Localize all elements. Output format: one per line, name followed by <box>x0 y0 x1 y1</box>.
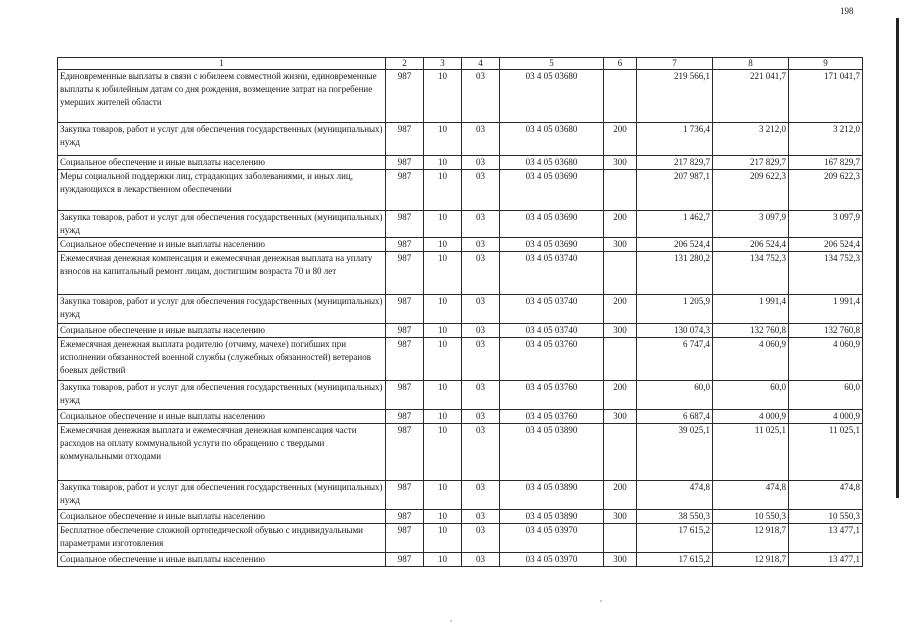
amount-col8: 10 550,3 <box>713 510 789 524</box>
column-header: 4 <box>462 58 500 70</box>
amount-col8: 12 918,7 <box>713 553 789 567</box>
amount-col8: 12 918,7 <box>713 524 789 553</box>
expense-name: Социальное обеспечение и иные выплаты населению <box>58 553 386 567</box>
expense-type-code <box>604 70 637 123</box>
scan-artifact <box>600 600 602 602</box>
expense-name: Закупка товаров, работ и услуг для обеспечения государственных (муниципальных) нужд <box>58 381 386 410</box>
grbs-code: 987 <box>386 156 424 170</box>
expense-name: Закупка товаров, работ и услуг для обеспечения государственных (муниципальных) нужд <box>58 295 386 324</box>
target-article-code: 03 4 05 03890 <box>500 510 604 524</box>
amount-col8: 1 991,4 <box>713 295 789 324</box>
subsection-code: 03 <box>462 238 500 252</box>
amount-col9: 1 991,4 <box>789 295 863 324</box>
expense-type-code: 300 <box>604 410 637 424</box>
subsection-code: 03 <box>462 70 500 123</box>
expense-type-code: 200 <box>604 381 637 410</box>
subsection-code: 03 <box>462 338 500 381</box>
grbs-code: 987 <box>386 324 424 338</box>
page-number: 198 <box>840 6 854 16</box>
subsection-code: 03 <box>462 252 500 295</box>
table-row <box>58 211 863 238</box>
target-article-code: 03 4 05 03680 <box>500 123 604 156</box>
grbs-code: 987 <box>386 410 424 424</box>
target-article-code: 03 4 05 03760 <box>500 338 604 381</box>
subsection-code: 03 <box>462 510 500 524</box>
amount-col8: 4 060,9 <box>713 338 789 381</box>
amount-col8: 221 041,7 <box>713 70 789 123</box>
table-row <box>58 381 863 410</box>
amount-col7: 1 736,4 <box>637 123 713 156</box>
amount-col7: 206 524,4 <box>637 238 713 252</box>
amount-col9: 209 622,3 <box>789 170 863 211</box>
expense-name: Бесплатное обеспечение сложной ортопедической обувью с индивидуальными параметрами изготовления <box>58 524 386 553</box>
table-row <box>58 295 863 324</box>
amount-col7: 217 829,7 <box>637 156 713 170</box>
target-article-code: 03 4 05 03680 <box>500 156 604 170</box>
section-code: 10 <box>424 481 462 510</box>
target-article-code: 03 4 05 03890 <box>500 481 604 510</box>
expense-name: Ежемесячная денежная компенсация и ежемесячная денежная выплата на уплату взносов на капитальный ремонт лицам, достигшим возраста 70 и 80 лет <box>58 252 386 295</box>
expense-name: Социальное обеспечение и иные выплаты населению <box>58 410 386 424</box>
amount-col8: 132 760,8 <box>713 324 789 338</box>
amount-col9: 167 829,7 <box>789 156 863 170</box>
subsection-code: 03 <box>462 211 500 238</box>
amount-col9: 3 212,0 <box>789 123 863 156</box>
section-code: 10 <box>424 156 462 170</box>
amount-col7: 219 566,1 <box>637 70 713 123</box>
section-code: 10 <box>424 252 462 295</box>
target-article-code: 03 4 05 03760 <box>500 381 604 410</box>
target-article-code: 03 4 05 03690 <box>500 170 604 211</box>
target-article-code: 03 4 05 03740 <box>500 252 604 295</box>
amount-col7: 130 074,3 <box>637 324 713 338</box>
expense-type-code: 300 <box>604 510 637 524</box>
expense-type-code <box>604 252 637 295</box>
column-header: 8 <box>713 58 789 70</box>
expense-type-code: 200 <box>604 123 637 156</box>
grbs-code: 987 <box>386 524 424 553</box>
amount-col8: 209 622,3 <box>713 170 789 211</box>
table-row <box>58 510 863 524</box>
amount-col7: 6 687,4 <box>637 410 713 424</box>
subsection-code: 03 <box>462 481 500 510</box>
amount-col9: 10 550,3 <box>789 510 863 524</box>
subsection-code: 03 <box>462 170 500 211</box>
scan-artifact <box>450 620 452 622</box>
amount-col7: 17 615,2 <box>637 553 713 567</box>
expense-type-code <box>604 338 637 381</box>
grbs-code: 987 <box>386 295 424 324</box>
section-code: 10 <box>424 170 462 211</box>
amount-col7: 60,0 <box>637 381 713 410</box>
column-header: 9 <box>789 58 863 70</box>
amount-col7: 39 025,1 <box>637 424 713 481</box>
amount-col7: 1 462,7 <box>637 211 713 238</box>
expense-name: Социальное обеспечение и иные выплаты населению <box>58 510 386 524</box>
amount-col7: 474,8 <box>637 481 713 510</box>
subsection-code: 03 <box>462 295 500 324</box>
amount-col8: 217 829,7 <box>713 156 789 170</box>
grbs-code: 987 <box>386 481 424 510</box>
target-article-code: 03 4 05 03690 <box>500 211 604 238</box>
section-code: 10 <box>424 123 462 156</box>
grbs-code: 987 <box>386 123 424 156</box>
table-row <box>58 481 863 510</box>
column-header: 3 <box>424 58 462 70</box>
section-code: 10 <box>424 510 462 524</box>
amount-col9: 13 477,1 <box>789 553 863 567</box>
amount-col7: 17 615,2 <box>637 524 713 553</box>
section-code: 10 <box>424 324 462 338</box>
section-code: 10 <box>424 553 462 567</box>
subsection-code: 03 <box>462 424 500 481</box>
grbs-code: 987 <box>386 338 424 381</box>
section-code: 10 <box>424 70 462 123</box>
amount-col7: 207 987,1 <box>637 170 713 211</box>
expense-name: Социальное обеспечение и иные выплаты населению <box>58 324 386 338</box>
column-header: 5 <box>500 58 604 70</box>
subsection-code: 03 <box>462 410 500 424</box>
amount-col9: 206 524,4 <box>789 238 863 252</box>
expense-name: Закупка товаров, работ и услуг для обеспечения государственных (муниципальных) нужд <box>58 123 386 156</box>
amount-col9: 60,0 <box>789 381 863 410</box>
amount-col7: 131 280,2 <box>637 252 713 295</box>
amount-col8: 206 524,4 <box>713 238 789 252</box>
expense-type-code: 300 <box>604 324 637 338</box>
amount-col9: 132 760,8 <box>789 324 863 338</box>
expense-type-code <box>604 524 637 553</box>
subsection-code: 03 <box>462 524 500 553</box>
amount-col7: 38 550,3 <box>637 510 713 524</box>
expense-type-code <box>604 170 637 211</box>
column-header: 7 <box>637 58 713 70</box>
expense-name: Социальное обеспечение и иные выплаты населению <box>58 238 386 252</box>
section-code: 10 <box>424 424 462 481</box>
table-row <box>58 324 863 338</box>
table-row <box>58 156 863 170</box>
subsection-code: 03 <box>462 324 500 338</box>
budget-table <box>57 57 863 567</box>
amount-col8: 134 752,3 <box>713 252 789 295</box>
expense-type-code <box>604 424 637 481</box>
table-row <box>58 252 863 295</box>
expense-type-code: 300 <box>604 553 637 567</box>
expense-type-code: 200 <box>604 211 637 238</box>
expense-name: Закупка товаров, работ и услуг для обеспечения государственных (муниципальных) нужд <box>58 481 386 510</box>
target-article-code: 03 4 05 03970 <box>500 553 604 567</box>
grbs-code: 987 <box>386 381 424 410</box>
section-code: 10 <box>424 410 462 424</box>
target-article-code: 03 4 05 03970 <box>500 524 604 553</box>
grbs-code: 987 <box>386 252 424 295</box>
target-article-code: 03 4 05 03740 <box>500 324 604 338</box>
page-edge-bar <box>896 18 899 498</box>
amount-col9: 11 025,1 <box>789 424 863 481</box>
amount-col8: 3 097,9 <box>713 211 789 238</box>
amount-col9: 171 041,7 <box>789 70 863 123</box>
expense-type-code: 200 <box>604 295 637 324</box>
target-article-code: 03 4 05 03680 <box>500 70 604 123</box>
subsection-code: 03 <box>462 123 500 156</box>
amount-col8: 3 212,0 <box>713 123 789 156</box>
table-header-row <box>58 58 863 70</box>
target-article-code: 03 4 05 03760 <box>500 410 604 424</box>
amount-col9: 3 097,9 <box>789 211 863 238</box>
grbs-code: 987 <box>386 238 424 252</box>
amount-col7: 6 747,4 <box>637 338 713 381</box>
amount-col9: 134 752,3 <box>789 252 863 295</box>
table-row <box>58 70 863 123</box>
section-code: 10 <box>424 295 462 324</box>
subsection-code: 03 <box>462 381 500 410</box>
amount-col9: 13 477,1 <box>789 524 863 553</box>
grbs-code: 987 <box>386 170 424 211</box>
column-header: 6 <box>604 58 637 70</box>
target-article-code: 03 4 05 03690 <box>500 238 604 252</box>
expense-name: Закупка товаров, работ и услуг для обеспечения государственных (муниципальных) нужд <box>58 211 386 238</box>
column-header: 1 <box>58 58 386 70</box>
grbs-code: 987 <box>386 211 424 238</box>
table-row <box>58 524 863 553</box>
expense-type-code: 300 <box>604 238 637 252</box>
amount-col9: 4 000,9 <box>789 410 863 424</box>
table-row <box>58 553 863 567</box>
table-row <box>58 410 863 424</box>
grbs-code: 987 <box>386 510 424 524</box>
grbs-code: 987 <box>386 70 424 123</box>
amount-col8: 474,8 <box>713 481 789 510</box>
table-row <box>58 238 863 252</box>
section-code: 10 <box>424 238 462 252</box>
section-code: 10 <box>424 211 462 238</box>
expense-type-code: 200 <box>604 481 637 510</box>
subsection-code: 03 <box>462 156 500 170</box>
target-article-code: 03 4 05 03740 <box>500 295 604 324</box>
table-row <box>58 123 863 156</box>
expense-name: Ежемесячная денежная выплата и ежемесячная денежная компенсация части расходов на оплату коммунальной услуги по обращению с твердыми коммунальными отходами <box>58 424 386 481</box>
amount-col8: 4 000,9 <box>713 410 789 424</box>
amount-col7: 1 205,9 <box>637 295 713 324</box>
amount-col9: 474,8 <box>789 481 863 510</box>
table-row <box>58 170 863 211</box>
grbs-code: 987 <box>386 553 424 567</box>
expense-name: Ежемесячная денежная выплата родителю (отчиму, мачехе) погибших при исполнении обязанностей военной службы (служебных обязанностей) ветеранов боевых действий <box>58 338 386 381</box>
expense-name: Меры социальной поддержки лиц, страдающих заболеваниями, и иных лиц, нуждающихся в лекарственном обеспечении <box>58 170 386 211</box>
section-code: 10 <box>424 381 462 410</box>
table-row <box>58 338 863 381</box>
expense-type-code: 300 <box>604 156 637 170</box>
amount-col8: 11 025,1 <box>713 424 789 481</box>
section-code: 10 <box>424 524 462 553</box>
amount-col8: 60,0 <box>713 381 789 410</box>
subsection-code: 03 <box>462 553 500 567</box>
expense-name: Единовременные выплаты в связи с юбилеем совместной жизни, единовременные выплаты к юбилейным датам со дня рождения, возмещение затрат на погребение умерших жителей области <box>58 70 386 123</box>
column-header: 2 <box>386 58 424 70</box>
expense-name: Социальное обеспечение и иные выплаты населению <box>58 156 386 170</box>
grbs-code: 987 <box>386 424 424 481</box>
target-article-code: 03 4 05 03890 <box>500 424 604 481</box>
section-code: 10 <box>424 338 462 381</box>
table-row <box>58 424 863 481</box>
amount-col9: 4 060,9 <box>789 338 863 381</box>
